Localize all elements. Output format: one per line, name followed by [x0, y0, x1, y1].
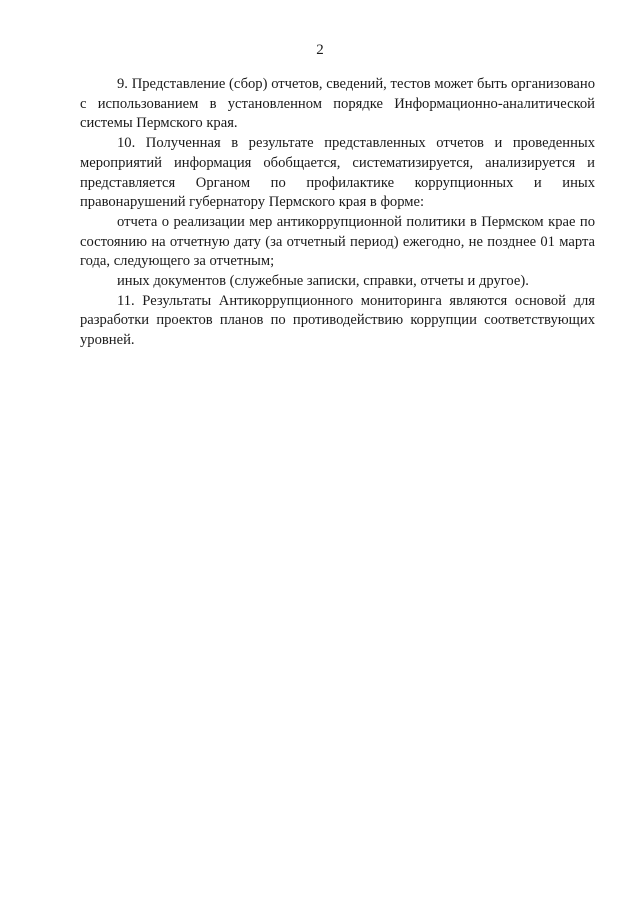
paragraph-9: 9. Представление (сбор) отчетов, сведений, тестов может быть организовано с использованием в установленном порядке Информационно-аналитической системы Пермского края. [80, 76, 595, 132]
paragraph-11: 11. Результаты Антикоррупционного мониторинга являются основой для разработки проектов планов по противодействию коррупции соответствующих уровней. [80, 292, 595, 349]
document-body [80, 75, 595, 351]
paragraph-10-report-form: отчета о реализации мер антикоррупционной политики в Пермском крае по состоянию на отчетную дату (за отчетный период) ежегодно, не позднее 01 марта года, следующего за отчетным; [80, 213, 595, 270]
paragraph-10-other-documents: иных документов (служебные записки, справки, отчеты и другое). [117, 273, 529, 290]
paragraph-10: 10. Полученная в результате представленных отчетов и проведенных мероприятий информация обобщается, систематизируется, анализируется и представляется Органом по профилактике коррупционных и иных правонарушений губернатору Пермского края в форме: [80, 135, 595, 211]
page-number: 2 [316, 42, 324, 58]
